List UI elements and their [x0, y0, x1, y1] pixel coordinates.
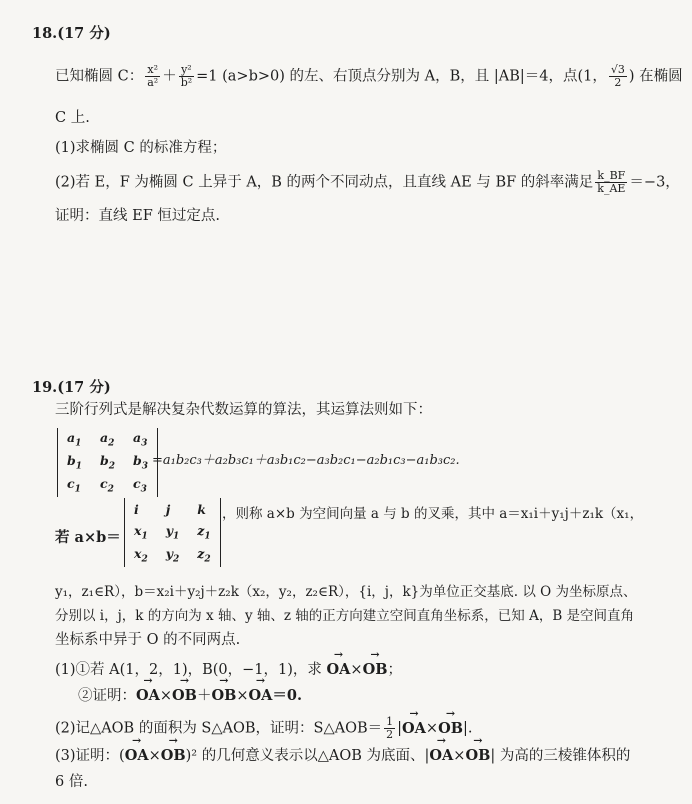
q19-part3-end: 6 倍. [55, 774, 88, 790]
q18-part3: 证明：直线 EF 恒过定点. [55, 208, 220, 224]
q18-heading: 18.(17 分) [32, 25, 111, 42]
determinant-abc: $a_1$ $a_2$ $a_3$ $b_1$ $b_2$ $b_3$ $c_1$ $c_2$ $c_3$ [57, 428, 158, 497]
q19-part3: (3)证明：(→ OA×→ OB)² 的几何意义表示以△AOB 为底面、|→ OA×→ OB| 为高的三棱锥体积的 [55, 746, 630, 766]
q19-line5: 坐标系中异于 O 的不同两点. [55, 632, 241, 648]
cross-product-definition: ，则称 a×b 为空间向量 a 与 b 的叉乘，其中 a＝x₁i＋y₁j＋z₁k（x₁， [222, 506, 644, 522]
q18-part2: (2)若 E，F 为椭圆 C 上异于 A，B 的两个不同动点，且直线 AE 与 BF 的斜率满足 $\frac{k\_BF}{k\_AE}$ ＝−3， [55, 169, 680, 195]
q19-part1a: (1)①若 A(1，2，1)，B(0，−1，1)，求 → OA×→ OB； [55, 660, 402, 680]
q19-part1b: ②证明：→ OA×→ OB＋→ OB×→ OA＝0. [78, 686, 302, 706]
fraction-one-half: $\frac{1}{2}$ [386, 715, 394, 741]
q18-part1: (1)求椭圆 C 的标准方程； [55, 140, 227, 156]
determinant-expansion: =a₁b₂c₃＋a₂b₃c₁＋a₃b₁c₂−a₃b₂c₁−a₂b₁c₃−a₁b₃c₂. [152, 453, 460, 468]
q18-line1: 已知椭圆 C： $\frac{\text{x²}}{\text{a²}}$ ＋ $\frac{\text{y²}}{\text{b²}}$ =1 (a>b>0) 的左、右顶点分别为 A，B，且 |AB|＝4，点(1， $\frac{√3}{2}$ ) 在椭圆 [55, 63, 683, 89]
cross-product-label: 若 a×b＝ [55, 529, 121, 546]
fraction-y2-b2: $\frac{\text{y²}}{\text{b²}}$ [180, 63, 193, 89]
q18-line2: C 上. [55, 110, 90, 126]
fraction-x2-a2: $\frac{\text{x²}}{\text{a²}}$ [147, 63, 159, 89]
determinant-ijk: i j k $x_1$ $y_1$ $z_1$ $x_2$ $y_2$ $z_2$ [124, 498, 221, 567]
q19-line4: 分别以 i，j，k 的方向为 x 轴、y 轴、z 轴的正方向建立空间直角坐标系，已知 A，B 是空间直角 [55, 608, 635, 624]
q19-part2: (2)记△AOB 的面积为 S△AOB，证明：S△AOB＝ $\frac{1}{2}$ |→ OA×→ OB|. [55, 716, 472, 741]
q19-heading: 19.(17 分) [32, 379, 111, 396]
fraction-sqrt3-2: $\frac{√3}{2}$ [610, 63, 625, 89]
fraction-slope-ratio: $\frac{k\_BF}{k\_AE}$ [597, 169, 626, 195]
q19-line3: y₁，z₁∈R），b＝x₂i＋y₂j＋z₂k（x₂，y₂，z₂∈R），{i，j，k}为单位正交基底. 以 O 为坐标原点、 [55, 584, 637, 600]
q19-intro: 三阶行列式是解决复杂代数运算的算法，其运算法则如下： [55, 402, 432, 418]
